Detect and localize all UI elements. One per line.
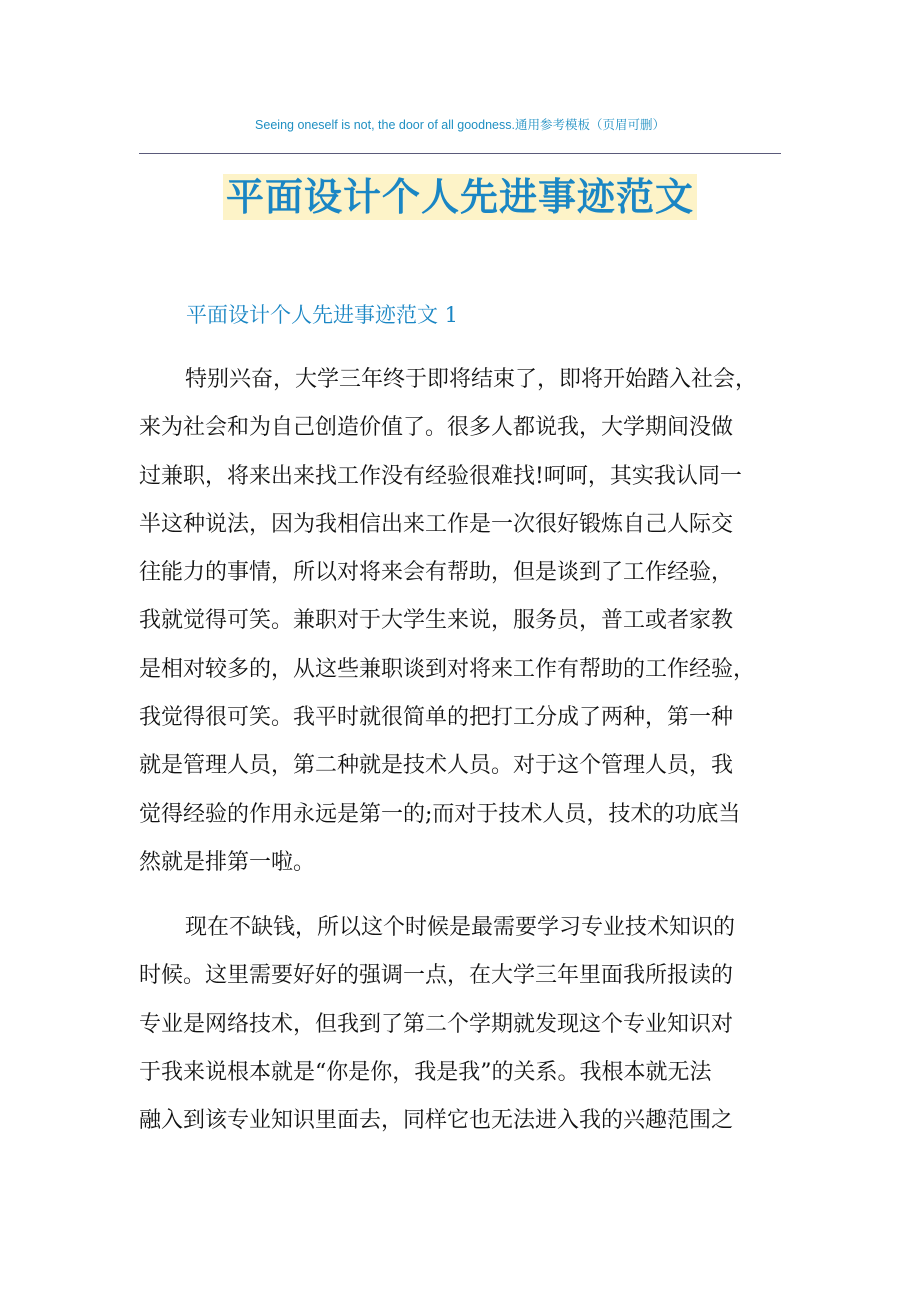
document-title: 平面设计个人先进事迹范文 xyxy=(223,174,697,220)
paragraph-line: 我觉得很可笑。我平时就很简单的把打工分成了两种，第一种 xyxy=(139,705,734,731)
paragraph-2 xyxy=(139,904,783,1145)
header-divider xyxy=(139,153,781,154)
header-text: Seeing oneself is not, the door of all goodness.通用参考模板（页眉可删） xyxy=(255,118,665,132)
paragraph-line: 往能力的事情，所以对将来会有帮助，但是谈到了工作经验， xyxy=(139,560,734,586)
title-container xyxy=(0,174,920,220)
section-heading: 平面设计个人先进事迹范文 1 xyxy=(186,303,459,327)
paragraph-line: 现在不缺钱，所以这个时候是最需要学习专业技术知识的 xyxy=(185,915,736,940)
paragraph-line: 于我来说根本就是“你是你，我是我”的关系。我根本就无法 xyxy=(139,1059,712,1085)
paragraph-line: 然就是排第一啦。 xyxy=(139,849,316,875)
paragraph-line: 半这种说法，因为我相信出来工作是一次很好锻炼自己人际交 xyxy=(139,511,734,537)
paragraph-line: 我就觉得可笑。兼职对于大学生来说，服务员，普工或者家教 xyxy=(139,608,734,634)
paragraph-1 xyxy=(139,356,783,887)
paragraph-line: 觉得经验的作用永远是第一的;而对于技术人员，技术的功底当 xyxy=(139,801,741,827)
paragraph-line: 时候。这里需要好好的强调一点，在大学三年里面我所报读的 xyxy=(139,963,734,989)
paragraph-line: 融入到该专业知识里面去，同样它也无法进入我的兴趣范围之 xyxy=(139,1108,734,1134)
paragraph-line: 是相对较多的，从这些兼职谈到对将来工作有帮助的工作经验， xyxy=(139,656,756,682)
paragraph-line: 就是管理人员，第二种就是技术人员。对于这个管理人员，我 xyxy=(139,753,734,779)
paragraph-line: 专业是网络技术，但我到了第二个学期就发现这个专业知识对 xyxy=(139,1011,734,1037)
paragraph-line: 过兼职，将来出来找工作没有经验很难找!呵呵，其实我认同一 xyxy=(139,463,742,489)
paragraph-line: 特别兴奋，大学三年终于即将结束了，即将开始踏入社会， xyxy=(185,367,758,392)
paragraph-line: 来为社会和为自己创造价值了。很多人都说我，大学期间没做 xyxy=(139,415,734,441)
